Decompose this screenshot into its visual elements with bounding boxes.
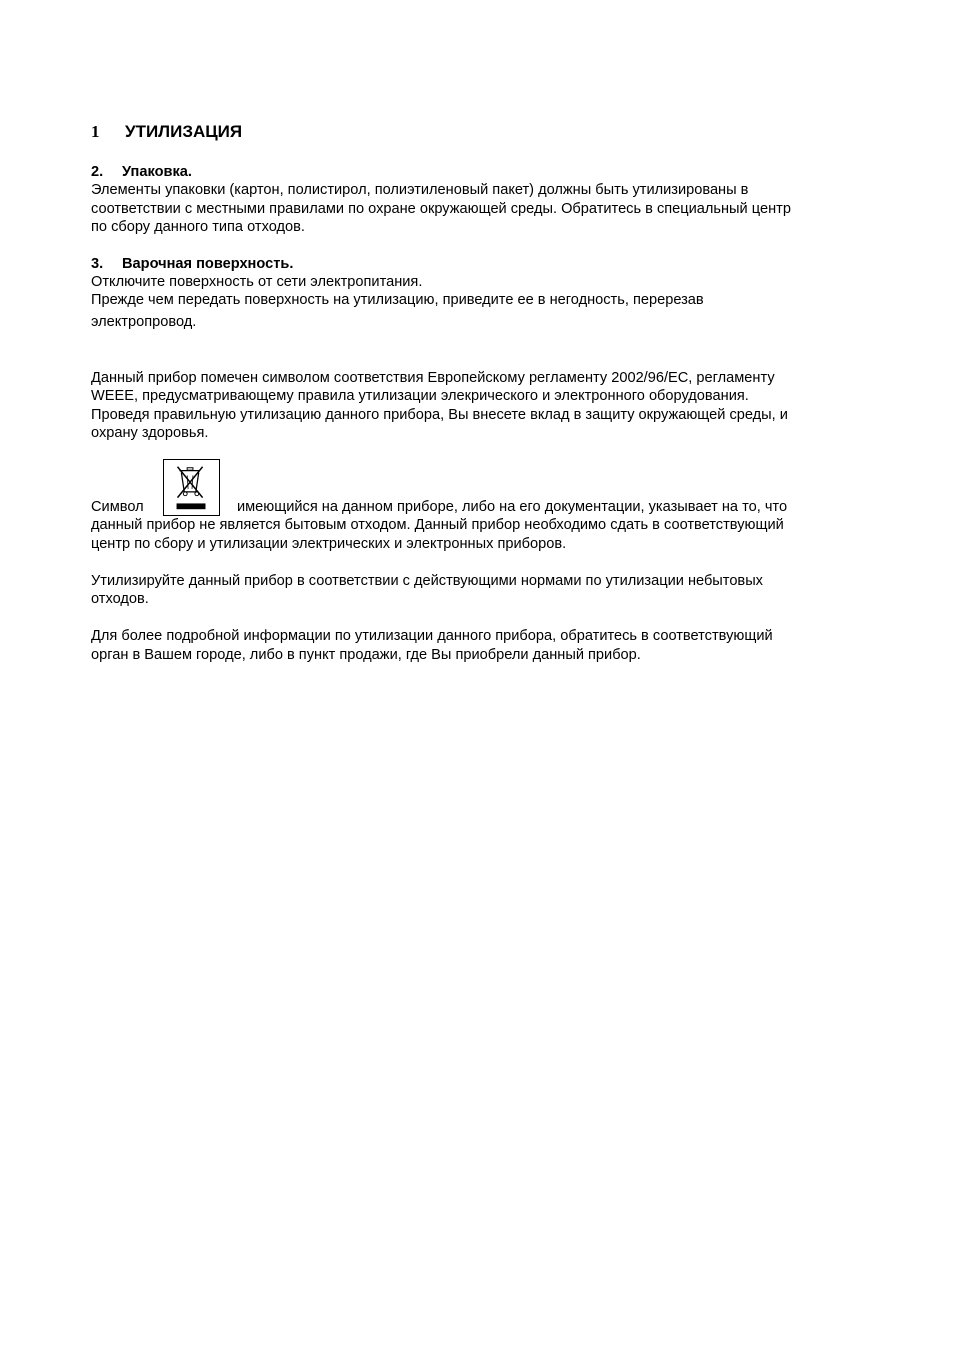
weee-line: охрану здоровья.: [91, 425, 209, 441]
symbol-prefix: Символ: [91, 499, 144, 515]
section-title: Упаковка.: [122, 164, 192, 180]
section-heading: [91, 122, 243, 142]
hob-line: Прежде чем передать поверхность на утилизацию, приведите ее в негодность, перерезав: [91, 292, 704, 308]
section-hob-title: [91, 256, 293, 272]
symbol-line: центр по сбору и утилизации электрических и электронных приборов.: [91, 536, 567, 552]
info-line: Для более подробной информации по утилизации данного прибора, обратитесь в соответствующий: [91, 628, 773, 644]
symbol-line: данный прибор не является бытовым отходом. Данный прибор необходимо сдать в соответствующий: [91, 517, 784, 533]
heading-number: 1: [91, 122, 100, 141]
crossed-out-wheelie-bin-icon: [163, 459, 220, 516]
section-title: Варочная поверхность.: [122, 256, 294, 272]
section-number: 2.: [91, 164, 104, 180]
section-packaging-title: [91, 164, 192, 180]
dispose-line: отходов.: [91, 591, 149, 607]
packaging-line: Элементы упаковки (картон, полистирол, полиэтиленовый пакет) должны быть утилизированы в: [91, 182, 749, 198]
weee-line: Проведя правильную утилизацию данного прибора, Вы внесете вклад в защиту окружающей среды, и: [91, 407, 788, 423]
packaging-line: по сбору данного типа отходов.: [91, 219, 305, 235]
weee-line: Данный прибор помечен символом соответствия Европейскому регламенту 2002/96/EC, регламенту: [91, 370, 775, 386]
weee-line: WEEE, предусматривающему правила утилизации элекрического и электронного оборудования.: [91, 388, 749, 404]
section-number: 3.: [91, 256, 104, 272]
heading-title: УТИЛИЗАЦИЯ: [125, 122, 243, 141]
hob-line: Отключите поверхность от сети электропитания.: [91, 274, 423, 290]
packaging-line: соответствии с местными правилами по охране окружающей среды. Обратитесь в специальный центр: [91, 201, 791, 217]
info-line: орган в Вашем городе, либо в пункт продажи, где Вы приобрели данный прибор.: [91, 647, 641, 663]
hob-line: электропровод.: [91, 314, 197, 330]
symbol-suffix: имеющийся на данном приборе, либо на его документации, указывает на то, что: [237, 499, 788, 515]
dispose-line: Утилизируйте данный прибор в соответствии с действующими нормами по утилизации небытовых: [91, 573, 763, 589]
